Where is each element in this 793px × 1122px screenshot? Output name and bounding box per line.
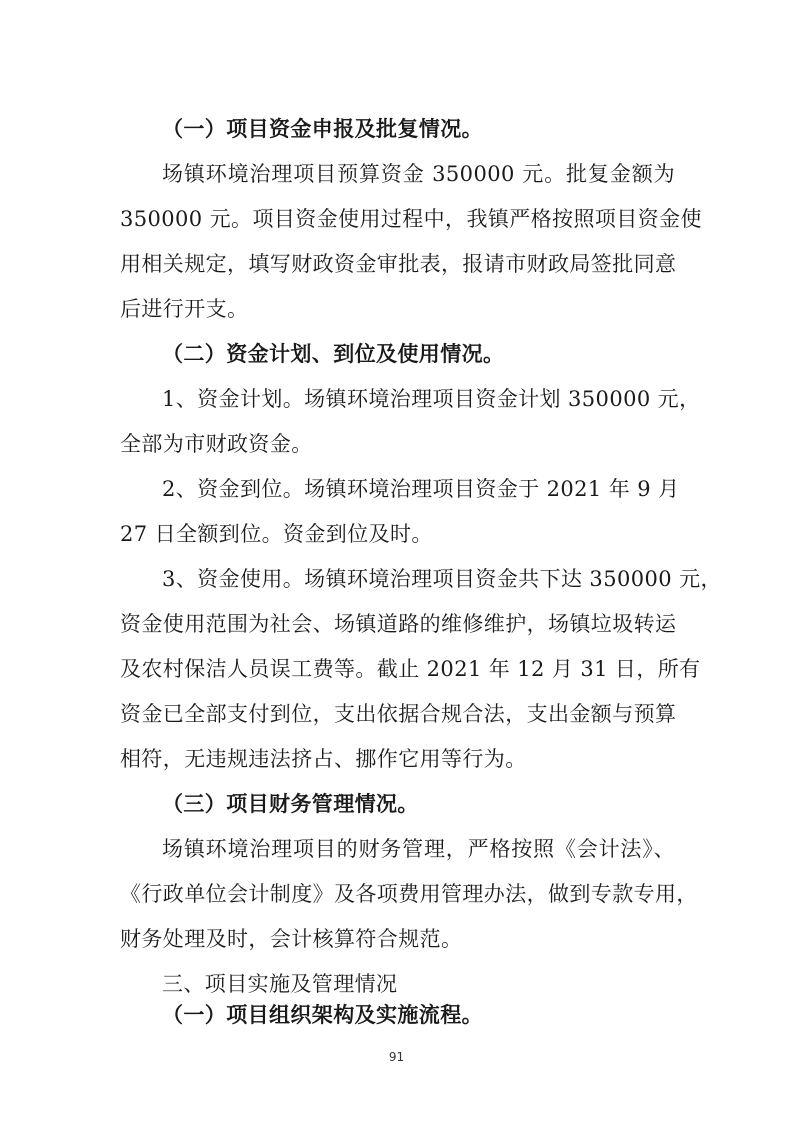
paragraph-line: 及农村保洁人员误工费等。截止 2021 年 12 月 31 日，所有	[120, 657, 701, 681]
paragraph-line: 场镇环境治理项目预算资金 350000 元。批复金额为	[162, 162, 675, 186]
paragraph-line: 场镇环境治理项目的财务管理，严格按照《会计法》、	[162, 837, 675, 861]
section-heading-funding-plan: （二）资金计划、到位及使用情况。	[162, 341, 505, 366]
paragraph-line: 财务处理及时，会计核算符合规范。	[120, 927, 463, 951]
paragraph-line: 用相关规定，填写财政资金审批表，报请市财政局签批同意	[120, 252, 677, 276]
paragraph-line: 27 日全额到位。资金到位及时。	[120, 522, 433, 546]
page-number: 91	[388, 1050, 405, 1064]
paragraph-line: 350000 元。项目资金使用过程中，我镇严格按照项目资金使	[120, 207, 702, 231]
section-heading-implementation: 三、项目实施及管理情况	[162, 972, 398, 996]
section-heading-financial-management: （三）项目财务管理情况。	[162, 791, 419, 816]
paragraph-line: 全部为市财政资金。	[120, 432, 313, 456]
paragraph-line: 1、资金计划。场镇环境治理项目资金计划 350000 元，	[162, 387, 701, 411]
section-heading-organization: （一）项目组织架构及实施流程。	[162, 1002, 483, 1027]
paragraph-line: 资金使用范围为社会、场镇道路的维修维护，场镇垃圾转运	[120, 612, 677, 636]
section-heading-funding-approval: （一）项目资金申报及批复情况。	[162, 116, 483, 141]
paragraph-line: 后进行开支。	[120, 297, 249, 321]
paragraph-line: 相符，无违规违法挤占、挪作它用等行为。	[120, 747, 527, 771]
paragraph-line: 资金已全部支付到位，支出依据合规合法，支出金额与预算	[120, 702, 677, 726]
paragraph-line: 《行政单位会计制度》及各项费用管理办法，做到专款专用，	[120, 882, 698, 906]
paragraph-line: 3、资金使用。场镇环境治理项目资金共下达 350000 元，	[162, 567, 722, 591]
paragraph-line: 2、资金到位。场镇环境治理项目资金于 2021 年 9 月	[162, 477, 680, 501]
